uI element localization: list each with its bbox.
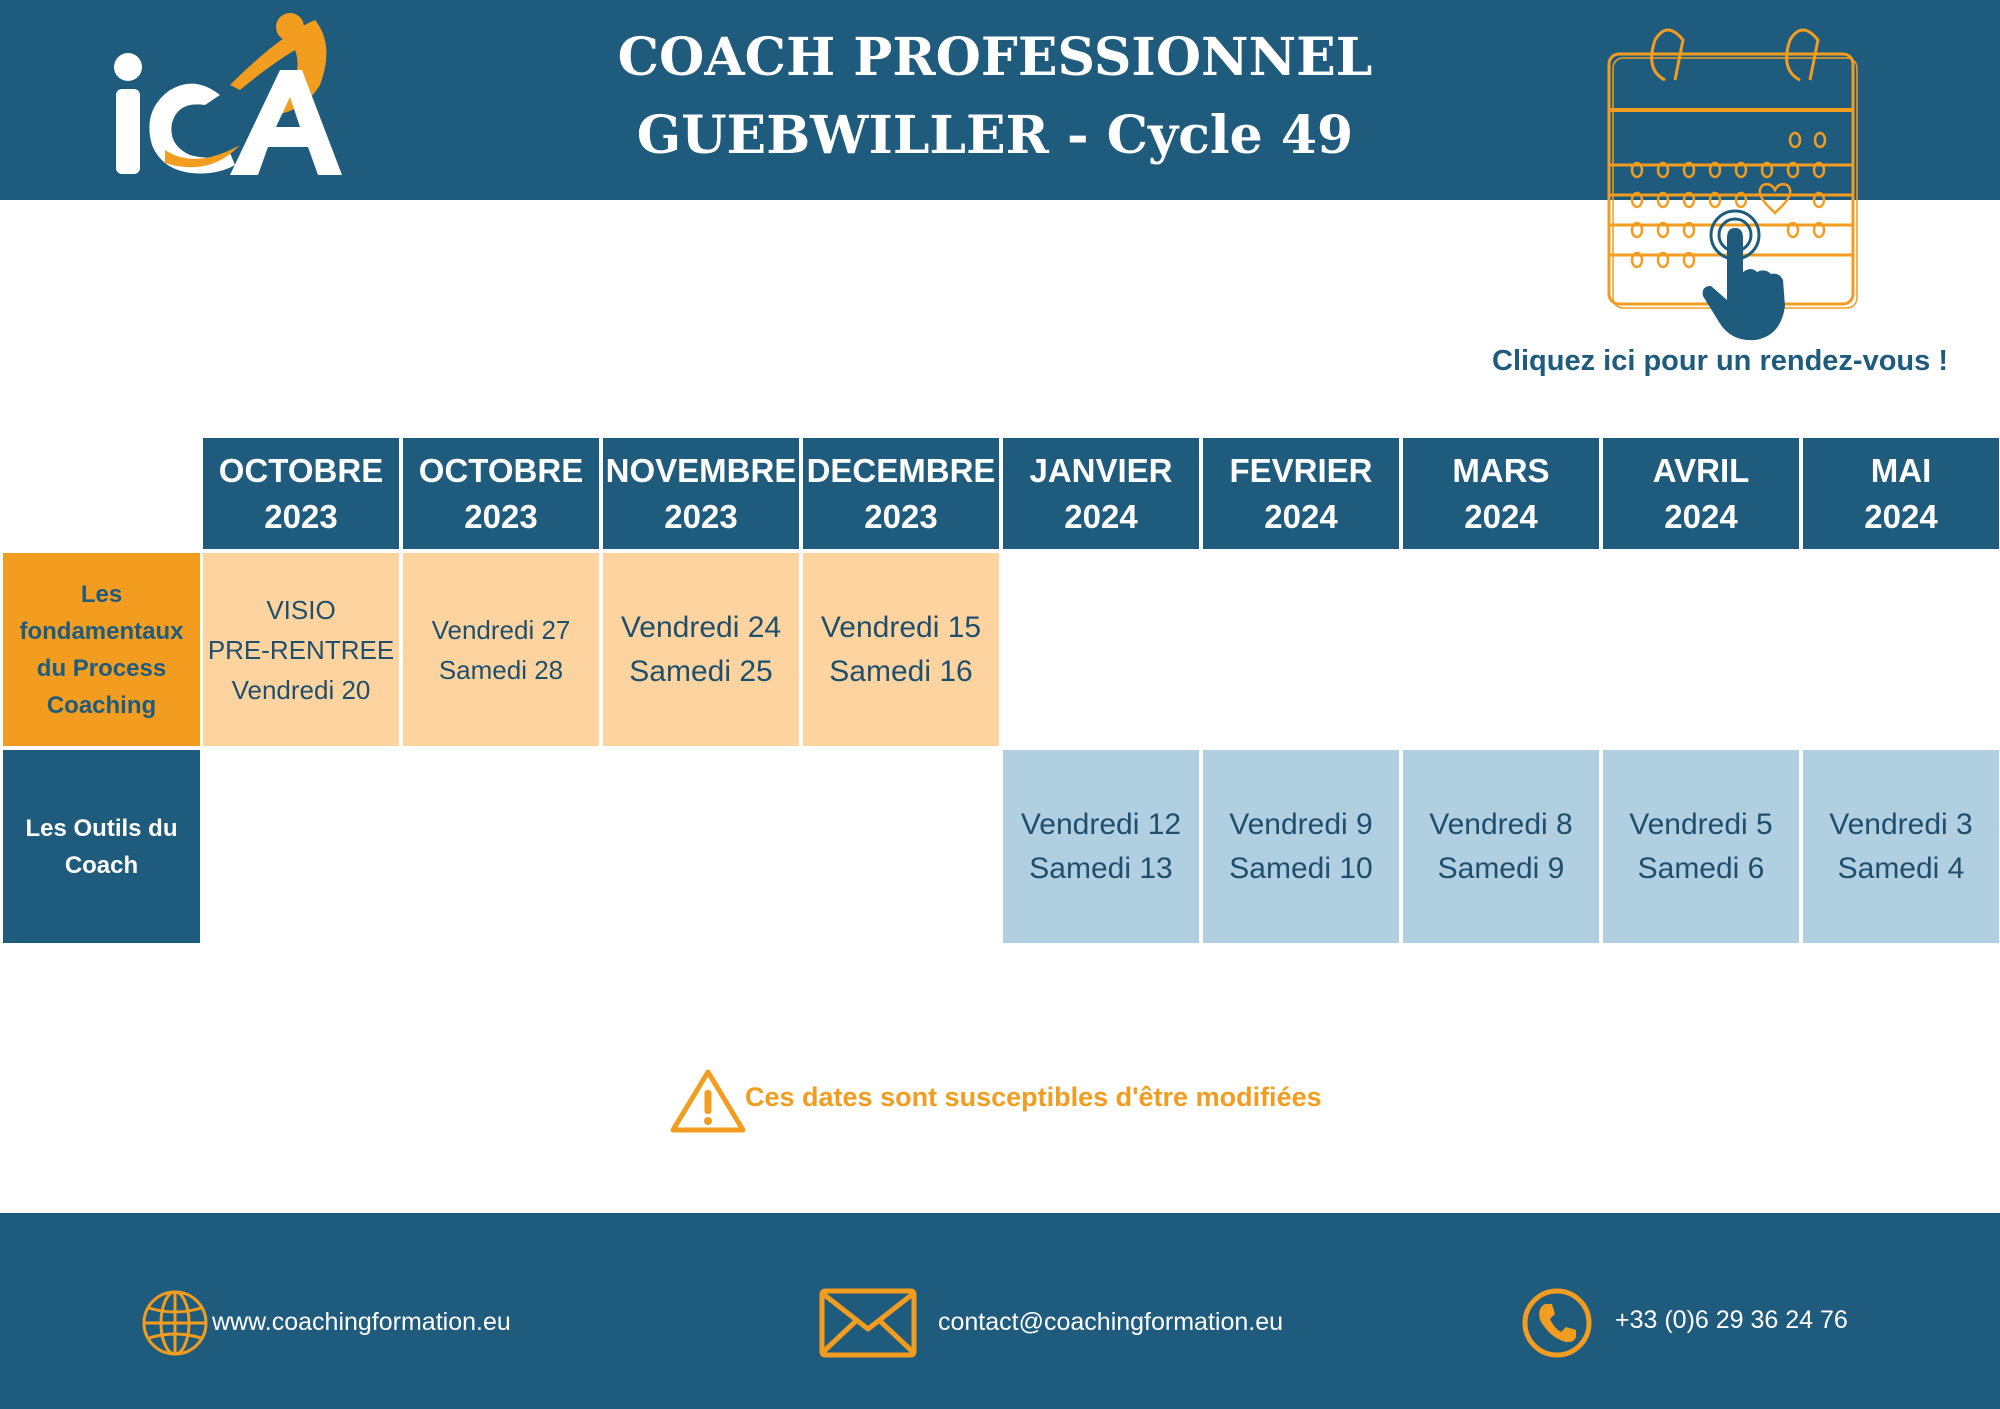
session-date-line: Samedi 6 (1637, 851, 1765, 885)
website-link[interactable]: www.coachingformation.eu (212, 1308, 511, 1336)
month-header (803, 438, 999, 549)
row-label-line: fondamentaux (19, 617, 184, 645)
month-year: 2024 (1464, 497, 1538, 535)
session-date-line: Samedi 28 (438, 654, 564, 685)
email-link[interactable]: contact@coachingformation.eu (938, 1308, 1284, 1336)
month-name: OCTOBRE (218, 451, 384, 489)
session-date-line: Vendredi 15 (820, 610, 982, 644)
session-date-line: VISIO (266, 594, 336, 625)
calendar-click-icon[interactable] (1595, 10, 1875, 350)
month-header (1603, 438, 1799, 549)
session-date-line: Vendredi 9 (1229, 807, 1373, 841)
warning-text: Ces dates sont susceptibles d'être modifiées (745, 1082, 1322, 1112)
session-date-line: Vendredi 12 (1020, 807, 1182, 841)
session-date-line: Samedi 10 (1229, 851, 1373, 885)
warning-icon (670, 1068, 746, 1134)
month-year: 2024 (1664, 497, 1738, 535)
session-date-line: Vendredi 3 (1829, 807, 1973, 841)
month-header (203, 438, 399, 549)
session-date-cell (1003, 750, 1199, 943)
month-header (603, 438, 799, 549)
row-label-line: Les (80, 580, 123, 608)
session-date-cell (603, 553, 799, 746)
session-date-line: PRE-RENTREE (207, 634, 395, 665)
month-name: FEVRIER (1229, 451, 1373, 489)
row-label-line: du Process (36, 654, 167, 682)
month-name: DECEMBRE (806, 451, 996, 489)
session-date-line: Vendredi 8 (1429, 807, 1573, 841)
month-header (1003, 438, 1199, 549)
month-name: OCTOBRE (418, 451, 584, 489)
envelope-icon (818, 1287, 918, 1359)
month-year: 2023 (664, 497, 738, 535)
globe-icon (140, 1288, 210, 1358)
month-header (1403, 438, 1599, 549)
ica-logo (80, 5, 350, 190)
session-date-cell (1403, 750, 1599, 943)
session-date-cell (1603, 750, 1799, 943)
month-name: MAI (1870, 451, 1932, 489)
row-label (3, 553, 200, 746)
row-label (3, 750, 200, 943)
row-label-line: Les Outils du (25, 814, 178, 842)
month-name: NOVEMBRE (605, 451, 797, 489)
session-date-line: Vendredi 5 (1629, 807, 1773, 841)
session-date-line: Vendredi 27 (431, 614, 571, 645)
page-title-line1: COACH PROFESSIONNEL (617, 27, 1373, 88)
session-date-line: Vendredi 24 (620, 610, 782, 644)
month-year: 2024 (1064, 497, 1138, 535)
session-date-line: Vendredi 20 (231, 674, 371, 705)
month-year: 2023 (464, 497, 538, 535)
month-year: 2023 (264, 497, 338, 535)
session-date-line: Samedi 13 (1029, 851, 1173, 885)
session-date-line: Samedi 25 (629, 654, 773, 688)
session-date-line: Samedi 9 (1437, 851, 1565, 885)
session-date-cell (203, 553, 399, 746)
appointment-link[interactable]: Cliquez ici pour un rendez-vous ! (1492, 345, 1948, 377)
session-date-line: Samedi 16 (829, 654, 973, 688)
session-date-cell (403, 553, 599, 746)
page-title-line2: GUEBWILLER - Cycle 49 (636, 105, 1354, 166)
month-name: AVRIL (1652, 451, 1750, 489)
month-header (403, 438, 599, 549)
month-name: MARS (1452, 451, 1550, 489)
phone-icon (1520, 1286, 1594, 1360)
session-date-cell (1203, 750, 1399, 943)
month-year: 2024 (1864, 497, 1938, 535)
month-year: 2023 (864, 497, 938, 535)
month-header (1803, 438, 1999, 549)
row-label-line: Coaching (46, 691, 157, 719)
row-label-line: Coach (64, 851, 139, 879)
month-name: JANVIER (1029, 451, 1173, 489)
month-header (1203, 438, 1399, 549)
session-date-cell (803, 553, 999, 746)
month-year: 2024 (1264, 497, 1338, 535)
session-date-line: Samedi 4 (1837, 851, 1965, 885)
phone-number[interactable]: +33 (0)6 29 36 24 76 (1615, 1306, 1848, 1334)
session-date-cell (1803, 750, 1999, 943)
